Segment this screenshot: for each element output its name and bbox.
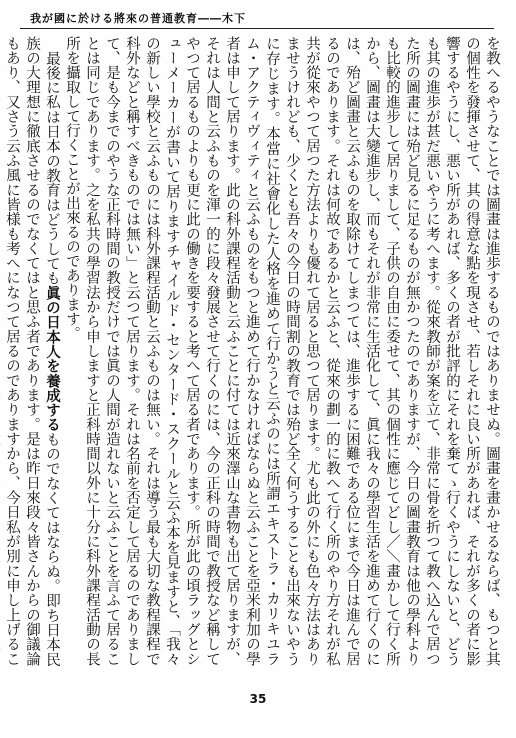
page-number: 35 xyxy=(249,692,267,706)
header-rule xyxy=(20,28,494,29)
paragraph-1-part-1: を教へるやうなことでは圖畫は進歩するものではありませぬ。圖畫を畫かせるならば、もつと其の個性を發揮させて、其の得意な點を現させ、若しそれに良い所があれば、それが多くの者に影響するやうにし、悪い所があれば、多くの者が批評的にそれを棄てゝ行くやうにしないと、どうも其の進歩が甚だ悪いやうに考へます。從來教師が案を立て、非常に骨を折つて教へ込んで居つた所の圖畫には殆ど見るに足るものが無かつたのでありますが、今日の圖畫教育は他の學科よりも比較的進步して居りまして、子供の自由に委せて、其の個性に應じてどし／＼畫かして行く所から、圖畫は大變進步し、而もそれが非常に生活化して、眞に我々の學習生活を進めて行くのには、殆ど圖畫と云ふものを取除けてしまつては、進歩するに困難である位にまで今日は進んで居るのであります。それは何故であるかと云ふと、從來の劃一的に教へて行く所のやり方それが私共が從來やつて居つた方法よりも優れて居ると思つて居ります。尤も此の外にも色々方法はありませうけれども、少くとも吾々の今日の時間割の教育では殆ど全く何うすることも出來ないやうに存じます。 xyxy=(264,36,500,667)
paragraph-2-c: ものでなくてはならぬ。即ち日本民族の大理想に徹底させるのでなくてはと思ふ者であります。是は昨日來段々皆さんからの御議論もあり、又さう云ふ風に皆様も考へになつて居るのでありますから、今日私が別に申し上げるこ xyxy=(4,36,60,667)
paragraph-2-emphasis-japanese: 眞の日本人を養成する xyxy=(44,285,61,432)
paragraph-1-part-2: 本當に社會化した人格を進めて行かうと云ふのには所謂エキストラ・カリキユラム・アクティヴィティと云ふものをもつと進めて行かなければならぬと云ふことを亞米利加の學者は申して居ります。此の科外課程活動と云ふことに付ては近來澤山な書物も出て居りますが、それは人間と云ふものを渾一的に段々發展させて行くのには、今の正科の時間で教授など稱してやつて居るものよりも更に此の働きを要すると考へて居る者であります。所が此の頃ラッグとシューメーカーが書いて居りますチャイルド・センタード・スクールと云ふ本を見ますと、「我々の新しい學校と云ふものには科外課程活動と云ふものは無い。それは導う最も大切な教程課程で科外などと稱すべきものでは無い」と云つて居ります。それは名前を否定して居るのでありまして、是も今までのやうな正科時間の教授だけでは眞の人間が造れないと云ふことを言ふて居ることは同じであります。之を私共の學習法から申しますと正科時間以外に十分に科外課程活動の長所を攝取して行くことが出來るのであります。 xyxy=(64,36,280,667)
paragraph-2-a: 最後に私は日本の教育はどうしても xyxy=(44,50,60,286)
paragraph-1 xyxy=(62,36,502,666)
vertical-body-text xyxy=(4,36,502,667)
running-title: 我が國に於ける將來の普通教育――木下 xyxy=(30,12,246,25)
paragraph-2 xyxy=(0,36,62,666)
